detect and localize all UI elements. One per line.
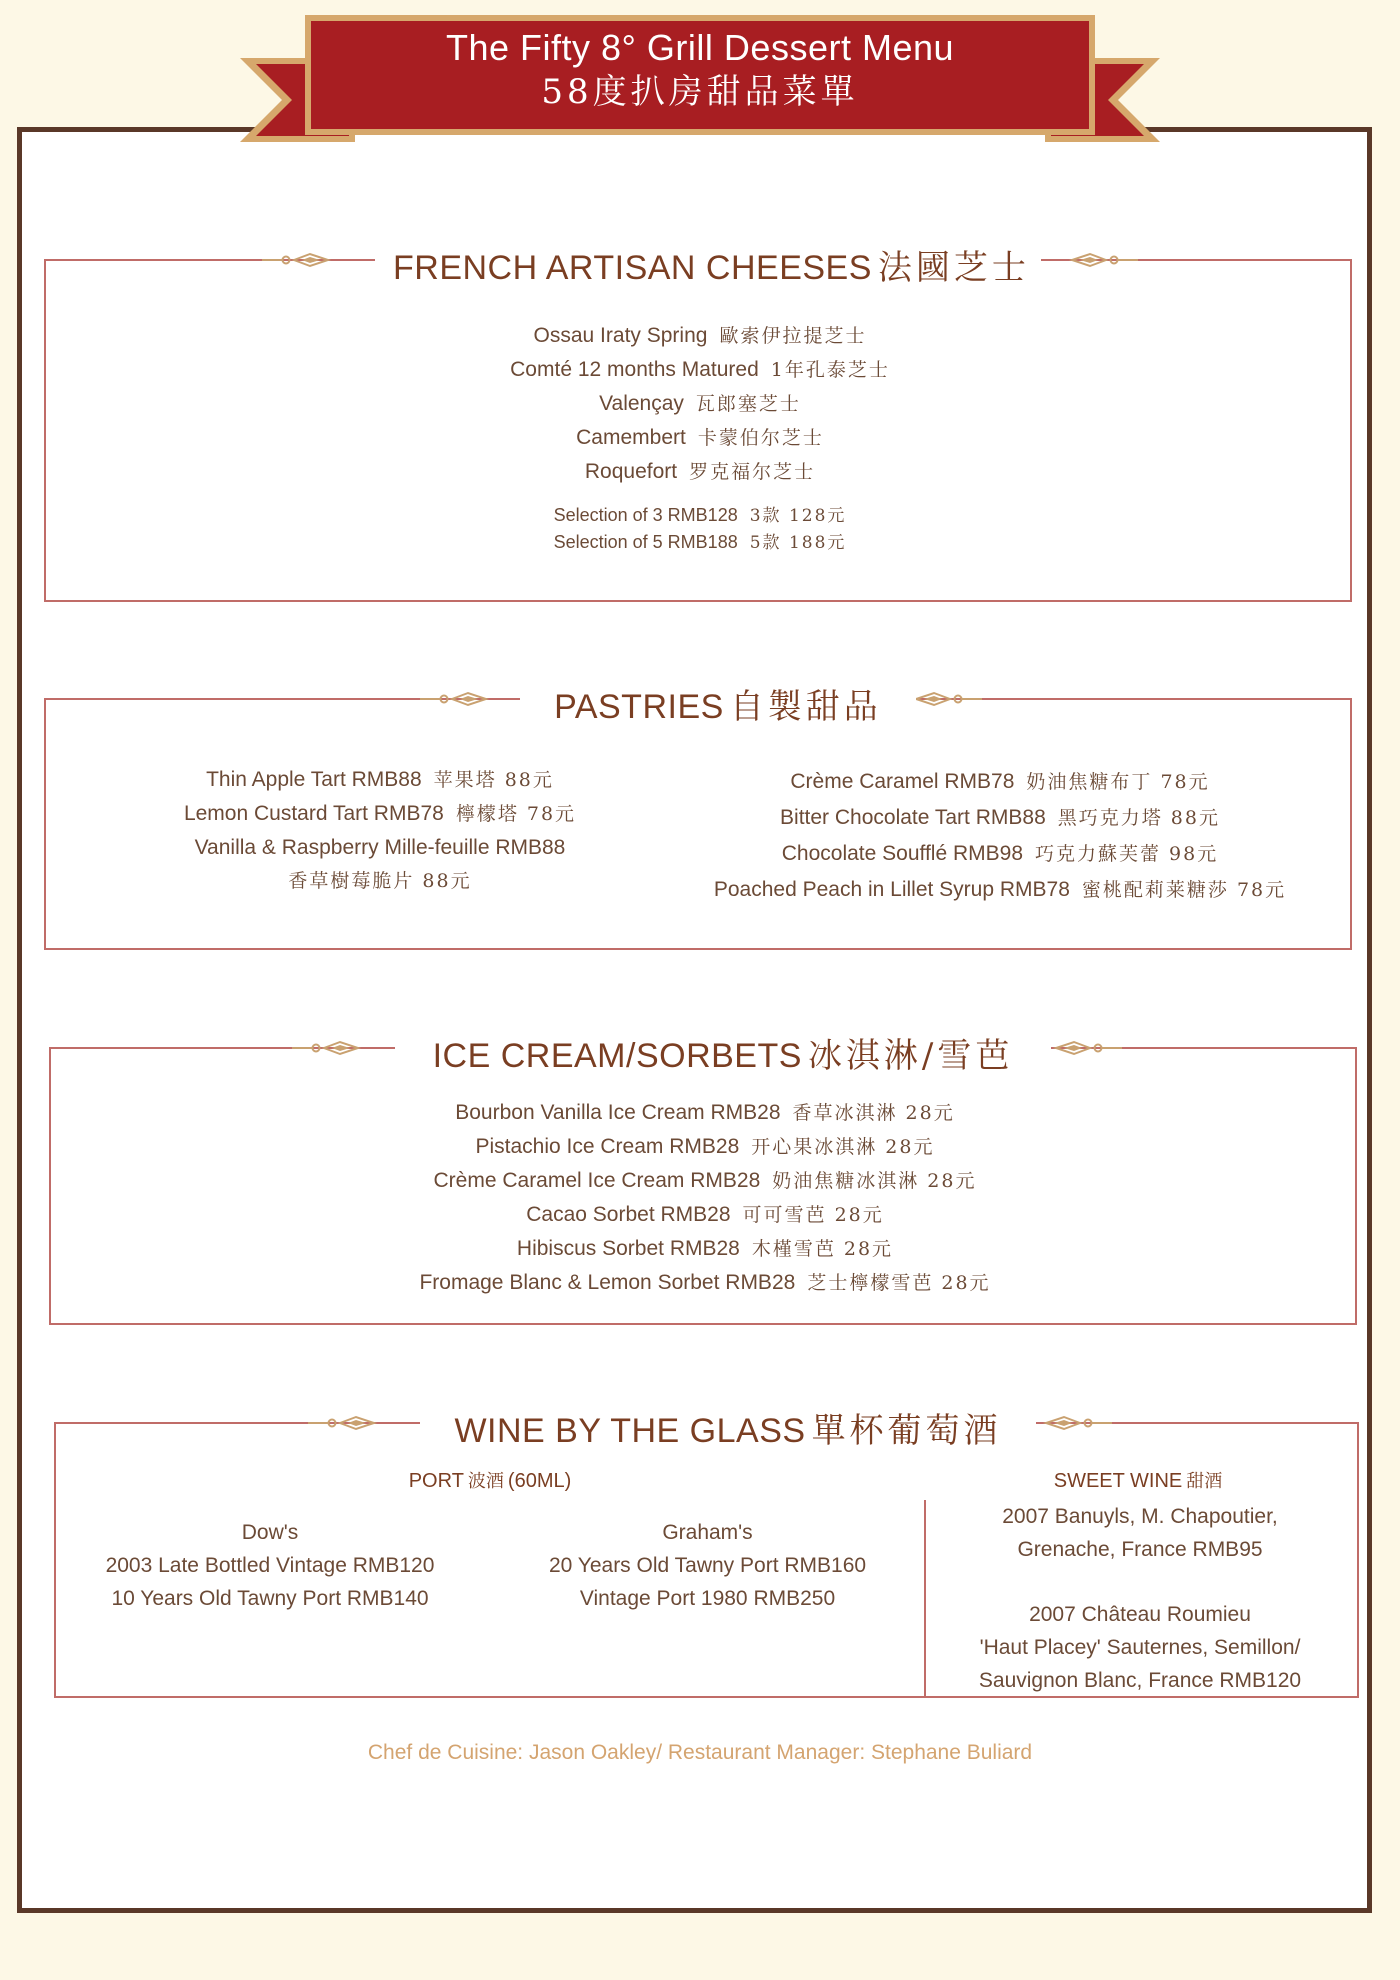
cheeses-selections: [300, 502, 1100, 556]
list-item: Ossau Iraty Spring 歐索伊拉提芝士: [533, 324, 867, 347]
list-item: 2003 Late Bottled Vintage RMB120: [105, 1554, 435, 1577]
list-item: Crème Caramel Ice Cream RMB28 奶油焦糖冰淇淋 28元: [433, 1169, 977, 1192]
list-item: Comté 12 months Matured 1年孔泰芝士: [510, 358, 890, 381]
staff-credits: Chef de Cuisine: Jason Oakley/ Restaurant Manager: Stephane Buliard: [367, 1741, 1033, 1764]
sweet-wine-1: [950, 1500, 1330, 1566]
ornament-icon: [308, 1413, 378, 1433]
ornament-icon: [420, 689, 490, 709]
list-item: Bitter Chocolate Tart RMB88 黑巧克力塔 88元: [780, 806, 1220, 829]
list-item: Crème Caramel RMB78 奶油焦糖布丁 78元: [790, 770, 1210, 793]
ornament-icon: [1052, 1038, 1122, 1058]
pastries-right-list: [660, 764, 1340, 908]
list-item: 2007 Château Roumieu: [1029, 1603, 1251, 1626]
list-item: Camembert 卡蒙伯尔芝士: [576, 426, 824, 449]
icecream-title-en: ICE CREAM/SORBETS: [432, 1037, 802, 1075]
ornament-icon: [292, 1038, 362, 1058]
pastries-left-list: [100, 763, 660, 898]
list-item: Vintage Port 1980 RMB250: [579, 1587, 836, 1610]
wine-title-en: WINE BY THE GLASS: [454, 1412, 806, 1450]
icecream-list: [300, 1096, 1110, 1300]
list-item: Cacao Sorbet RMB28 可可雪芭 28元: [526, 1203, 884, 1226]
cheeses-title-zh: 法國芝士: [877, 248, 1030, 288]
list-item: Chocolate Soufflé RMB98 巧克力蘇芙蕾 98元: [781, 842, 1219, 865]
list-item: 10 Years Old Tawny Port RMB140: [111, 1587, 429, 1610]
banner-title: [310, 26, 1090, 114]
icecream-title-zh: 冰淇淋/雪芭: [807, 1036, 1014, 1076]
list-item: Grenache, France RMB95: [1017, 1538, 1263, 1561]
port-col-grahams: [500, 1516, 915, 1615]
wine-title-zh: 單杯葡萄酒: [811, 1411, 1002, 1451]
list-item: Hibiscus Sorbet RMB28 木槿雪芭 28元: [516, 1237, 894, 1260]
icecream-title: [395, 1028, 1051, 1077]
list-item: Fromage Blanc & Lemon Sorbet RMB28 芝士檸檬雪芭 28元: [419, 1271, 991, 1294]
ornament-icon: [912, 689, 982, 709]
list-item: Pistachio Ice Cream RMB28 开心果冰淇淋 28元: [475, 1135, 935, 1158]
port-col-dows: [60, 1516, 480, 1615]
pastries-title-zh: 自製甜品: [729, 687, 882, 727]
pastries-title: [520, 679, 916, 728]
list-item: Poached Peach in Lillet Syrup RMB78 蜜桃配莉莱糖莎 78元: [713, 878, 1287, 901]
list-item: Valençay 瓦郎塞芝士: [599, 392, 801, 415]
pastries-title-en: PASTRIES: [554, 688, 724, 726]
ornament-icon: [262, 250, 332, 270]
list-item: 'Haut Placey' Sauternes, Semillon/: [979, 1636, 1301, 1659]
ornament-icon: [1042, 1413, 1112, 1433]
list-item: Selection of 5 RMB188 5款 188元: [553, 532, 847, 553]
cheeses-title: [375, 240, 1041, 289]
list-item: Sauvignon Blanc, France RMB120: [978, 1669, 1302, 1692]
banner-title-zh: 58度扒房甜品菜單: [541, 72, 859, 112]
banner-title-en: The Fifty 8° Grill Dessert Menu: [445, 27, 955, 68]
list-item: Selection of 3 RMB128 3款 128元: [553, 505, 847, 526]
sweet-wine-heading: SWEET WINE 甜酒: [1053, 1470, 1223, 1492]
list-item: 2007 Banuyls, M. Chapoutier,: [1002, 1505, 1278, 1528]
list-item: Thin Apple Tart RMB88 苹果塔 88元: [206, 768, 554, 791]
wine-divider: [924, 1500, 926, 1698]
cheeses-title-en: FRENCH ARTISAN CHEESES: [393, 249, 872, 287]
list-item: 20 Years Old Tawny Port RMB160: [548, 1554, 867, 1577]
list-item: Vanilla & Raspberry Mille-feuille RMB88: [194, 836, 566, 859]
list-item: Lemon Custard Tart RMB78 檸檬塔 78元: [183, 802, 577, 825]
wine-title: [420, 1403, 1036, 1452]
sweet-wine-2: [950, 1598, 1330, 1697]
list-item: 香草樹莓脆片 88元: [288, 870, 472, 892]
list-item: Bourbon Vanilla Ice Cream RMB28 香草冰淇淋 28元: [455, 1101, 955, 1124]
port-heading: PORT 波酒 (60ML): [408, 1470, 572, 1492]
list-item: Graham's: [662, 1521, 753, 1544]
cheeses-list: [300, 319, 1100, 489]
list-item: Roquefort 罗克福尔芝士: [584, 460, 816, 483]
list-item: Dow's: [241, 1521, 299, 1544]
ornament-icon: [1068, 250, 1138, 270]
